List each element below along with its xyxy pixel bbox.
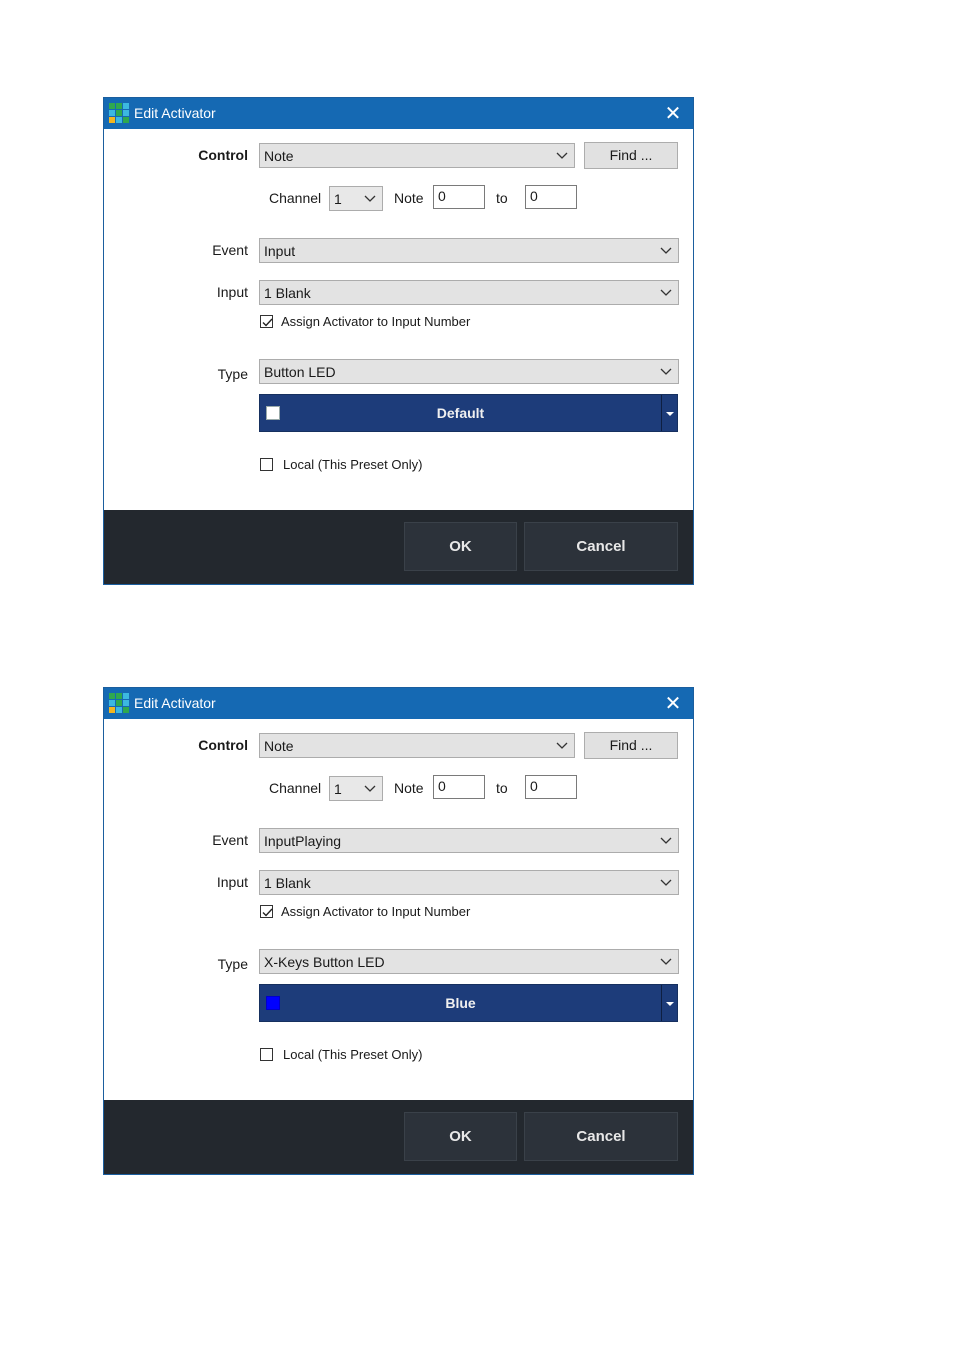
app-logo-icon [109,103,129,123]
title-bar [104,98,693,129]
type-select[interactable] [259,359,679,384]
chevron-down-icon [660,955,672,967]
split-divider [661,395,662,431]
note-from-field[interactable]: 0 [433,185,485,209]
color-name: Blue [445,995,476,1011]
type-select[interactable] [259,949,679,974]
assign-activator-label: Assign Activator to Input Number [281,904,471,919]
event-select[interactable] [259,828,679,853]
close-icon[interactable]: ✕ [664,691,682,715]
note-label: Note [394,190,424,206]
event-select[interactable] [259,238,679,263]
dialog-title: Edit Activator [134,695,216,711]
close-icon[interactable]: ✕ [664,101,682,125]
color-select-button[interactable] [259,394,678,432]
input-value: 1 Blank [264,875,311,891]
type-label: Type [217,366,248,382]
checkmark-icon [261,906,274,919]
dialog-footer [104,1100,693,1174]
chevron-down-icon [660,286,672,298]
type-label: Type [217,956,248,972]
control-value: Note [264,738,294,754]
color-select-button[interactable] [259,984,678,1022]
local-preset-label: Local (This Preset Only) [283,457,423,472]
assign-activator-checkbox[interactable] [260,905,273,918]
chevron-down-icon [660,244,672,256]
control-select[interactable] [259,143,575,168]
channel-value: 1 [334,781,342,797]
find-button[interactable]: Find ... [584,142,678,169]
input-label: Input [216,874,248,890]
note-to-field[interactable]: 0 [525,185,577,209]
dropdown-arrow-icon[interactable] [666,412,674,416]
note-from-field[interactable]: 0 [433,775,485,799]
assign-activator-label: Assign Activator to Input Number [281,314,471,329]
channel-select[interactable] [329,776,383,801]
dialog-title: Edit Activator [134,105,216,121]
to-label: to [496,190,508,206]
event-value: InputPlaying [264,833,342,849]
type-value: X-Keys Button LED [264,954,385,970]
local-preset-checkbox[interactable] [260,458,273,471]
control-label: Control [198,737,248,753]
find-button[interactable]: Find ... [584,732,678,759]
chevron-down-icon [556,739,568,751]
channel-label: Channel [269,190,322,206]
type-value: Button LED [264,364,336,380]
control-select[interactable] [259,733,575,758]
edit-activator-dialog-2 [103,687,694,1175]
to-label: to [496,780,508,796]
app-logo-icon [109,693,129,713]
color-name: Default [436,405,485,421]
event-label: Event [212,242,248,258]
input-label: Input [216,284,248,300]
local-preset-label: Local (This Preset Only) [283,1047,423,1062]
ok-button[interactable]: OK [404,1112,517,1161]
dialog-footer [104,510,693,584]
cancel-button[interactable]: Cancel [524,1112,678,1161]
note-label: Note [394,780,424,796]
channel-value: 1 [334,191,342,207]
channel-label: Channel [269,780,322,796]
note-to-field[interactable]: 0 [525,775,577,799]
control-value: Note [264,148,294,164]
chevron-down-icon [364,782,376,794]
chevron-down-icon [660,365,672,377]
chevron-down-icon [364,192,376,204]
event-label: Event [212,832,248,848]
chevron-down-icon [660,876,672,888]
split-divider [661,985,662,1021]
edit-activator-dialog-1 [103,97,694,585]
control-label: Control [198,147,248,163]
input-select[interactable] [259,870,679,895]
chevron-down-icon [660,834,672,846]
input-value: 1 Blank [264,285,311,301]
assign-activator-checkbox[interactable] [260,315,273,328]
channel-select[interactable] [329,186,383,211]
title-bar [104,688,693,719]
ok-button[interactable]: OK [404,522,517,571]
dropdown-arrow-icon[interactable] [666,1002,674,1006]
input-select[interactable] [259,280,679,305]
cancel-button[interactable]: Cancel [524,522,678,571]
checkmark-icon [261,316,274,329]
local-preset-checkbox[interactable] [260,1048,273,1061]
event-value: Input [264,243,296,259]
chevron-down-icon [556,149,568,161]
